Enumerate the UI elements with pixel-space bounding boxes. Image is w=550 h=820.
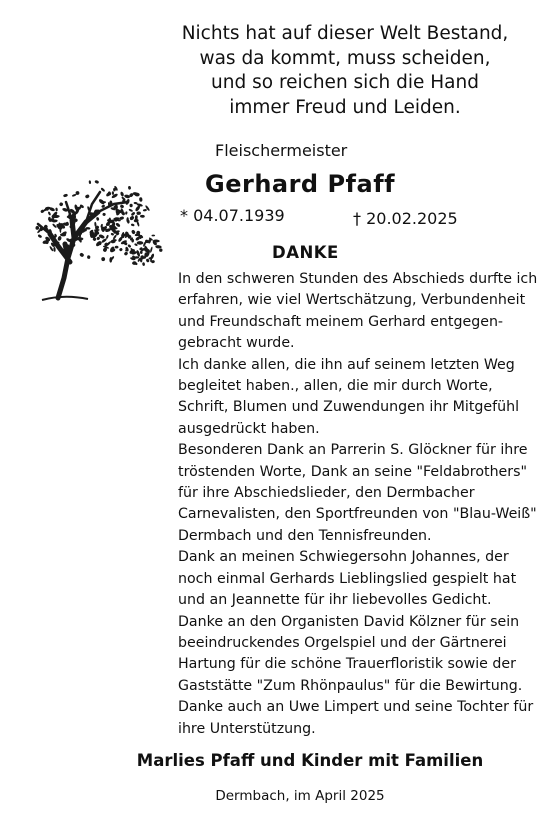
signature: Marlies Pfaff und Kinder mit Familien (136, 751, 484, 770)
thanks-line: Danke an den Organisten David Kölzner für sein (178, 613, 520, 630)
thanks-line: Schrift, Blumen und Zuwendungen ihr Mitgefühl (178, 399, 520, 416)
thanks-text (178, 269, 546, 740)
thanks-line: Hartung für die schöne Trauerfloristik sowie der (178, 656, 516, 673)
thanks-line: Carnevalisten, den Sportfreunden von "Blau-Weiß" (178, 506, 537, 523)
tree-icon (28, 158, 163, 303)
thanks-line: und an Jeannette für ihr liebevolles Gedicht. (178, 592, 492, 609)
death-date: † 20.02.2025 (353, 209, 458, 228)
thanks-line: noch einmal Gerhards Lieblingslied gespielt hat (178, 570, 517, 587)
thanks-line: Danke auch an Uwe Limpert und seine Tochter für (178, 699, 534, 716)
poem-line: Nichts hat auf dieser Welt Bestand, (181, 23, 509, 44)
thanks-line: und Freundschaft meinem Gerhard entgegen- (178, 313, 504, 330)
thanks-line: für ihre Abschiedslieder, den Dermbacher (178, 485, 475, 502)
poem-line: und so reichen sich die Hand (211, 72, 479, 93)
deceased-profession: Fleischermeister (215, 141, 348, 160)
thanks-line: ihre Unterstützung. (178, 720, 316, 737)
thanks-line: gebracht wurde. (178, 335, 295, 352)
thanks-line: erfahren, wie viel Wertschätzung, Verbundenheit (178, 292, 526, 309)
deceased-name: Gerhard Pfaff (205, 170, 396, 198)
poem (150, 22, 540, 120)
thanks-line: In den schweren Stunden des Abschieds durfte ich (178, 271, 538, 287)
place-date: Dermbach, im April 2025 (215, 788, 385, 804)
thanks-line: Gaststätte "Zum Rhönpaulus" für die Bewirtung. (178, 677, 523, 694)
thanks-line: Dermbach und den Tennisfreunden. (178, 527, 432, 544)
thanks-line: tröstenden Worte, Dank an seine "Feldabrothers" (178, 463, 528, 480)
thanks-line: beeindruckendes Orgelspiel und der Gärtnerei (178, 634, 507, 651)
thanks-line: begleitet haben., allen, die mir durch Worte, (178, 378, 493, 395)
thanks-line: ausgedrückt haben. (178, 420, 320, 437)
thanks-line: Ich danke allen, die ihn auf seinem letzten Weg (178, 356, 515, 373)
poem-line: was da kommt, muss scheiden, (199, 47, 491, 69)
thanks-line: Dank an meinen Schwiegersohn Johannes, der (178, 549, 509, 566)
birth-date: * 04.07.1939 (180, 206, 285, 225)
poem-line: immer Freud und Leiden. (229, 96, 461, 118)
thanks-line: Besonderen Dank an Parrerin S. Glöckner für ihre (178, 442, 528, 459)
thanks-heading: DANKE (272, 243, 339, 262)
